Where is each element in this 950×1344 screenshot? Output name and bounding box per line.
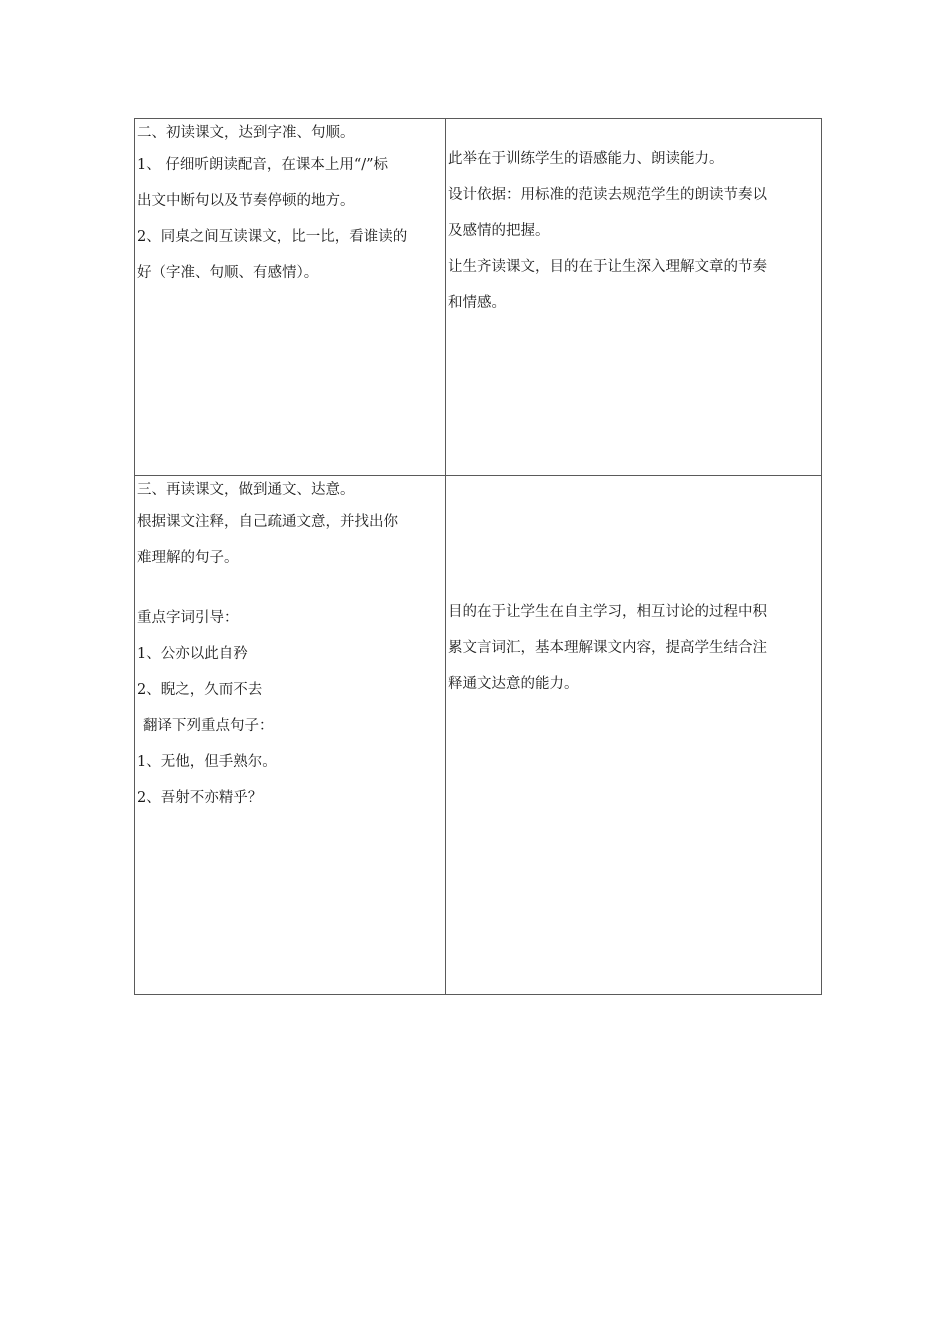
translate-item: 2、吾射不亦精乎？ xyxy=(137,790,263,806)
key-words-heading: 重点字词引导： xyxy=(137,610,239,626)
activity-line: 1、 仔细听朗读配音，在课本上用“/”标 xyxy=(137,157,389,173)
intent-line: 和情感。 xyxy=(448,295,506,311)
activity-line: 好（字准、句顺、有感情）。 xyxy=(137,265,319,281)
intent-line: 累文言词汇，基本理解课文内容，提高学生结合注 xyxy=(448,640,767,656)
activity-line: 2、同桌之间互读课文，比一比，看谁读的 xyxy=(137,229,408,245)
activity-cell xyxy=(135,476,446,995)
activity-cell xyxy=(135,119,446,476)
activity-line: 根据课文注释，自己疏通文意，并找出你 xyxy=(137,514,398,530)
section-title: 三、再读课文，做到通文、达意。 xyxy=(137,482,355,498)
spacer xyxy=(135,576,445,600)
activity-line: 出文中断句以及节奏停顿的地方。 xyxy=(137,193,355,209)
intent-line: 目的在于让学生在自主学习，相互讨论的过程中积 xyxy=(448,604,767,620)
design-intent-cell xyxy=(446,119,822,476)
intent-line: 及感情的把握。 xyxy=(448,223,550,239)
section-title: 二、初读课文，达到字准、句顺。 xyxy=(137,125,355,141)
intent-line: 设计依据：用标准的范读去规范学生的朗读节奏以 xyxy=(448,187,767,203)
intent-line: 此举在于训练学生的语感能力、朗读能力。 xyxy=(448,151,724,167)
activity-line: 难理解的句子。 xyxy=(137,550,239,566)
intent-line: 让生齐读课文，目的在于让生深入理解文章的节奏 xyxy=(448,259,767,275)
translate-heading: 翻译下列重点句子： xyxy=(143,718,274,734)
intent-line: 释通文达意的能力。 xyxy=(448,676,579,692)
table-row xyxy=(135,476,822,995)
key-word-item: 1、公亦以此自矜 xyxy=(137,646,248,662)
key-word-item: 2、睨之，久而不去 xyxy=(137,682,263,698)
lesson-plan-table xyxy=(134,118,822,995)
translate-item: 1、无他，但手熟尔。 xyxy=(137,754,277,770)
design-intent-cell xyxy=(446,476,822,995)
table-row xyxy=(135,119,822,476)
